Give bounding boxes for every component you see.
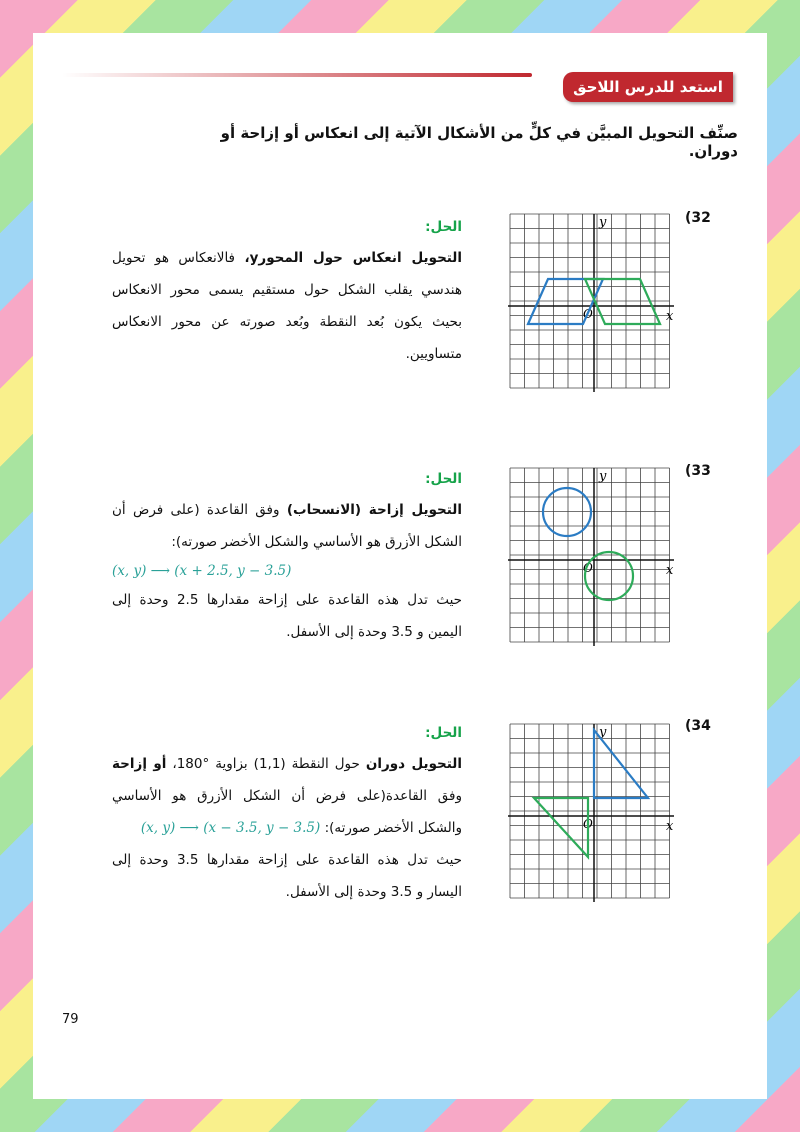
solution-34 (112, 720, 462, 908)
origin-label: O (583, 561, 593, 575)
solution-explanation: حيث تدل هذه القاعدة على إزاحة مقدارها 2.5 وحدة إلى اليمين و 3.5 وحدة إلى الأسفل. (112, 592, 462, 640)
solution-heading: الحل: (425, 725, 462, 741)
blue-triangle (594, 730, 648, 798)
instruction-text: صنِّف التحويل المبيَّن في كلٍّ من الأشكال الآتية إلى انعكاس أو إزاحة أو دوران. (220, 124, 738, 160)
solution-heading: الحل: (425, 471, 462, 487)
solution-text: وفق القاعدة (على فرض أن الشكل الأزرق هو الأساسي والشكل الأخضر صورته): (112, 502, 462, 550)
solution-explanation: حيث تدل هذه القاعدة على إزاحة مقدارها 3.5 وحدة إلى اليسار و 3.5 وحدة إلى الأسفل. (112, 852, 462, 900)
origin-label: O (583, 817, 593, 831)
y-axis-label: y (599, 725, 607, 740)
graph-34 (508, 722, 678, 907)
x-axis-label: x (666, 563, 674, 578)
transformation-type: التحويل إزاحة (الانسحاب) (286, 502, 462, 518)
grid-lines (510, 214, 670, 388)
y-axis-label: y (599, 469, 607, 484)
green-trapezoid (585, 279, 660, 324)
solution-text: فالانعكاس هو تحويل هندسي يقلب الشكل حول مستقيم يسمى محور الانعكاس بحيث يكون بُعد النقطة وبُعد صورته عن محور الانعكاس متساويين. (112, 250, 462, 362)
section-banner: استعد للدرس اللاحق (563, 72, 733, 102)
rule-formula: (x, y) ⟶ (x + 2.5, y − 3.5) (112, 563, 292, 579)
y-axis-label: y (599, 215, 607, 230)
transformation-type: التحويل دوران (365, 756, 462, 772)
x-axis-label: x (666, 819, 674, 834)
solution-heading: الحل: (425, 219, 462, 235)
solution-33 (112, 466, 462, 648)
solution-text: حول النقطة (1,1) بزاوية °180، (172, 756, 360, 772)
banner-rule (62, 73, 532, 77)
rule-formula: (x, y) ⟶ (x − 3.5, y − 3.5) (140, 820, 321, 836)
alternative-type: أو إزاحة (112, 756, 167, 772)
graph-32 (508, 212, 678, 397)
x-axis-label: x (666, 309, 674, 324)
graph-33 (508, 466, 678, 651)
grid-lines (510, 468, 670, 642)
origin-label: O (583, 307, 593, 321)
solution-32 (112, 214, 462, 370)
green-triangle (534, 798, 588, 857)
exercise-number-32: (32 (685, 210, 711, 226)
page-number: 79 (62, 1012, 79, 1027)
solution-text-rule: وفق القاعدة(على فرض أن الشكل الأزرق هو الأساسي والشكل الأخضر صورته): (112, 788, 462, 836)
transformation-type: التحويل انعكاس حول المحورy، (244, 250, 463, 266)
exercise-number-34: (34 (685, 718, 711, 734)
blue-circle (543, 488, 591, 536)
exercise-number-33: (33 (685, 463, 711, 479)
grid-lines (510, 724, 670, 898)
